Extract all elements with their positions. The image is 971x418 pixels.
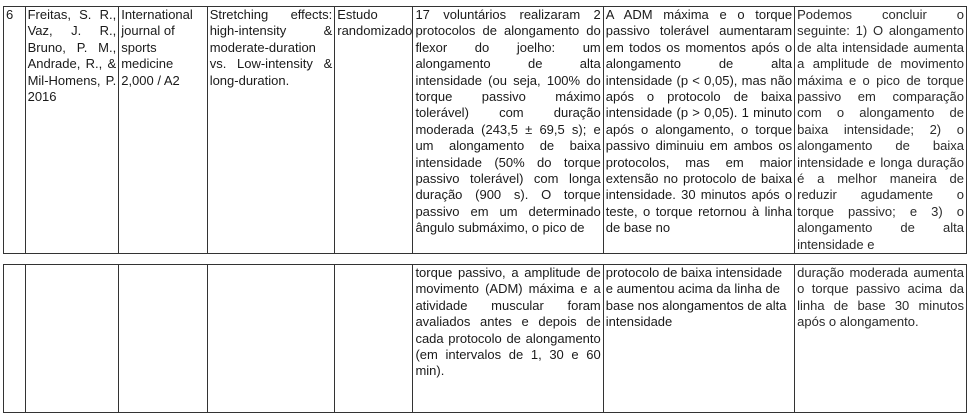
cell-methods: 17 voluntários realizaram 2 protocolos de alongamento do flexor do joelho: um alongamento de alta intensidade (ou seja, 100% do torque passivo máximo tolerável) com duração moderada (243,5 ± 69,5 s); e um alongamento de baixa intensidade (50% do torque passivo tolerável) com longa duração (900 s). O torque passivo em um determinado ângulo submáximo, o pico de bbox=[413, 7, 603, 254]
cell-authors: Freitas, S. R., Vaz, J. R., Bruno, P. M., Andrade, R., & Mil-Homens, P. 2016 bbox=[25, 7, 119, 254]
cell-journal bbox=[119, 265, 207, 413]
cell-design: Estudo randomizado bbox=[335, 7, 413, 254]
cell-conclusion: duração moderada aumenta o torque passivo acima da linha de base 30 minutos após o alongamento. bbox=[795, 265, 967, 413]
cell-methods: torque passivo, a amplitude de movimento (ADM) máxima e a atividade muscular foram avaliados antes e depois de cada protocolo de alongamento (em intervalos de 1, 30 e 60 min). bbox=[413, 265, 603, 413]
cell-conclusion: Podemos concluir o seguinte: 1) O alongamento de alta intensidade aumenta a amplitude de movimento máxima e o pico de torque passivo em comparação com o alongamento de baixa intensidade; 2) o alongamento de baixa intensidade e longa duração é a melhor maneira de reduzir agudamente o torque passivo; e 3) o alongamento de alta intensidade e bbox=[795, 7, 967, 254]
study-table-bottom bbox=[3, 264, 967, 413]
cell-number: 6 bbox=[4, 7, 26, 254]
cell-title bbox=[207, 265, 335, 413]
cell-results: A ADM máxima e o torque passivo tolerável aumentaram em todos os momentos após o alongamento de alta intensidade (p < 0,05), mas não após o protocolo de baixa intensidade (p > 0,05). 1 minuto após o alongamento, o torque passivo diminuiu em ambos os protocolos, mas em maior extensão no protocolo de baixa intensidade. 30 minutos após o teste, o torque retornou à linha de base no bbox=[603, 7, 794, 254]
cell-results: protocolo de baixa intensidade e aumentou acima da linha de base nos alongamentos de alta intensidade bbox=[603, 265, 794, 413]
study-table-top bbox=[3, 6, 967, 254]
table-row bbox=[4, 7, 967, 254]
cell-journal: International journal of sports medicine 2,000 / A2 bbox=[119, 7, 207, 254]
table-row bbox=[4, 265, 967, 413]
cell-number bbox=[4, 265, 26, 413]
cell-authors bbox=[25, 265, 119, 413]
cell-design bbox=[335, 265, 413, 413]
cell-title: Stretching effects: high-intensity & moderate-duration vs. Low-intensity & long-duration. bbox=[207, 7, 335, 254]
